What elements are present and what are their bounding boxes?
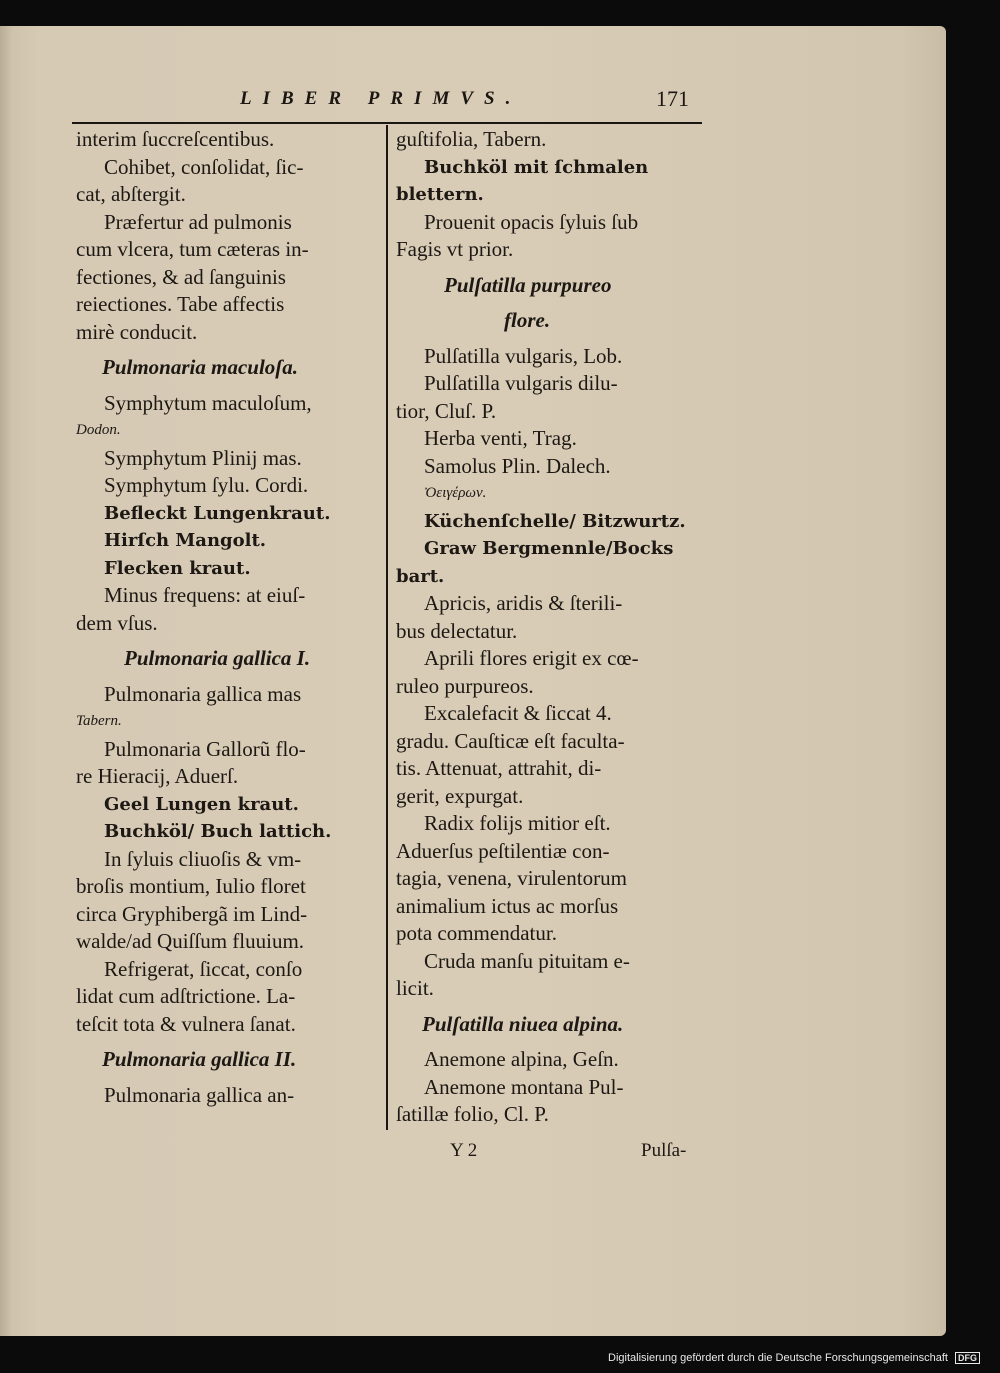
text-line: bus delectatur. [396, 618, 518, 643]
text-line: ruleo purpureos. [396, 673, 534, 698]
left-column [76, 126, 382, 1109]
text-line: licit. [396, 976, 434, 1000]
text-line: Excalefacit & ſiccat 4. [424, 701, 612, 725]
text-line: tis. Attenuat, attrahit, di- [396, 756, 602, 780]
text-line: Befleckt Lungenkraut. [104, 502, 331, 524]
text-line: tagia, venena, virulentorum [396, 866, 627, 890]
text-line: Tabern. [76, 713, 122, 729]
text-line: walde/ad Quiſſum fluuium. [76, 929, 305, 953]
text-line: Buchköl/ Buch lattich. [104, 821, 332, 842]
text-line: Küchenſchelle/ Bitzwurtz. [424, 510, 686, 532]
text-line: Cohibet, conſolidat, ſic- [104, 154, 304, 179]
text-line: Graw Bergmennle/Bocks [424, 538, 674, 559]
right-column [396, 126, 706, 1129]
text-line: Prouenit opacis ſyluis ſub [424, 209, 639, 234]
text-line: Cruda manſu pituitam e- [424, 948, 630, 973]
text-line: gradu. Cauſticæ eſt faculta- [396, 728, 625, 753]
text-line: Pulſatilla vulgaris dilu- [424, 371, 618, 395]
text-line: Herba venti, Trag. [424, 426, 577, 450]
text-line: mirè conducit. [76, 319, 198, 344]
text-line: Dodon. [76, 422, 121, 438]
text-line: Ὀειγέρων. [424, 485, 487, 501]
column-divider [386, 125, 388, 1130]
text-line: Pulmonaria gallica mas [104, 681, 302, 706]
digitization-credit [608, 1352, 980, 1364]
text-line: fectiones, & ad ſanguinis [76, 264, 286, 289]
text-line: tior, Cluſ. P. [396, 398, 497, 423]
text-line: Minus frequens: at eiuſ- [104, 583, 306, 607]
text-line: bart. [396, 565, 445, 587]
text-line: guſtifolia, Tabern. [396, 127, 547, 151]
text-line: cat, abſtergit. [76, 182, 186, 206]
text-line: gerit, expurgat. [396, 783, 524, 808]
text-line: Symphytum Plinij mas. [104, 445, 302, 470]
text-line: Pulmonaria gallica an- [104, 1082, 295, 1107]
text-line: Geel Lungen kraut. [104, 793, 299, 815]
text-line: Refrigerat, ſiccat, conſo [104, 956, 303, 981]
text-line: Hirſch Mangolt. [104, 530, 267, 551]
text-line: dem vſus. [76, 610, 158, 635]
section-heading: flore. [504, 308, 551, 332]
text-line: Aprili flores erigit ex cœ- [424, 646, 639, 670]
catchword: Pulſa- [641, 1140, 687, 1161]
running-title: LIBER PRIMVS. [240, 88, 522, 109]
text-line: lidat cum adſtrictione. La- [76, 984, 296, 1008]
text-line: broſis montium, Iulio floret [76, 874, 306, 898]
text-line: In ſyluis cliuoſis & vm- [104, 846, 302, 871]
text-line: ſatillæ folio, Cl. P. [396, 1102, 549, 1126]
text-line: Radix folijs mitior eſt. [424, 811, 611, 835]
text-line: Samolus Plin. Dalech. [424, 453, 611, 478]
text-line: re Hieracij, Aduerſ. [76, 764, 239, 788]
text-line: reiectiones. Tabe affectis [76, 292, 285, 316]
text-line: Buchköl mit ſchmalen [424, 156, 649, 178]
text-line: animalium ictus ac morſus [396, 893, 619, 918]
section-heading: Pulſatilla niuea alpina. [422, 1011, 624, 1036]
text-line: Pulmonaria Gallorũ flo- [104, 736, 306, 761]
text-line: teſcit tota & vulnera ſanat. [76, 1011, 296, 1036]
page-number: 171 [656, 86, 689, 111]
text-line: Apricis, aridis & ſterili- [424, 591, 623, 615]
signature-mark: Y 2 [450, 1140, 478, 1161]
text-line: Pulſatilla vulgaris, Lob. [424, 343, 623, 368]
text-line: Præfertur ad pulmonis [104, 209, 292, 234]
text-line: Anemone alpina, Geſn. [424, 1047, 619, 1071]
text-line: circa Gryphibergã im Lind- [76, 901, 308, 926]
text-line: Fagis vt prior. [396, 237, 514, 261]
text-line: cum vlcera, tum cæteras in- [76, 237, 309, 261]
text-line: Anemone montana Pul- [424, 1074, 624, 1099]
text-line: pota commendatur. [396, 921, 557, 945]
text-line: Symphytum ſylu. Cordi. [104, 473, 309, 497]
text-line: Flecken kraut. [104, 557, 251, 579]
text-line: blettern. [396, 184, 484, 205]
page-header [0, 88, 946, 114]
text-line: interim ſuccreſcentibus. [76, 127, 275, 151]
header-rule [72, 122, 702, 124]
section-heading: Pulmonaria maculoſa. [102, 355, 299, 379]
credit-text: Digitalisierung gefördert durch die Deutsche Forschungsgemeinschaft [608, 1352, 948, 1364]
section-heading: Pulmonaria gallica II. [102, 1047, 297, 1071]
dfg-logo: DFG [955, 1352, 980, 1364]
text-line: Aduerſus peſtilentiæ con- [396, 838, 610, 863]
section-heading: Pulſatilla purpureo [444, 272, 612, 297]
text-line: Symphytum maculoſum, [104, 390, 312, 415]
section-heading: Pulmonaria gallica I. [124, 646, 311, 670]
